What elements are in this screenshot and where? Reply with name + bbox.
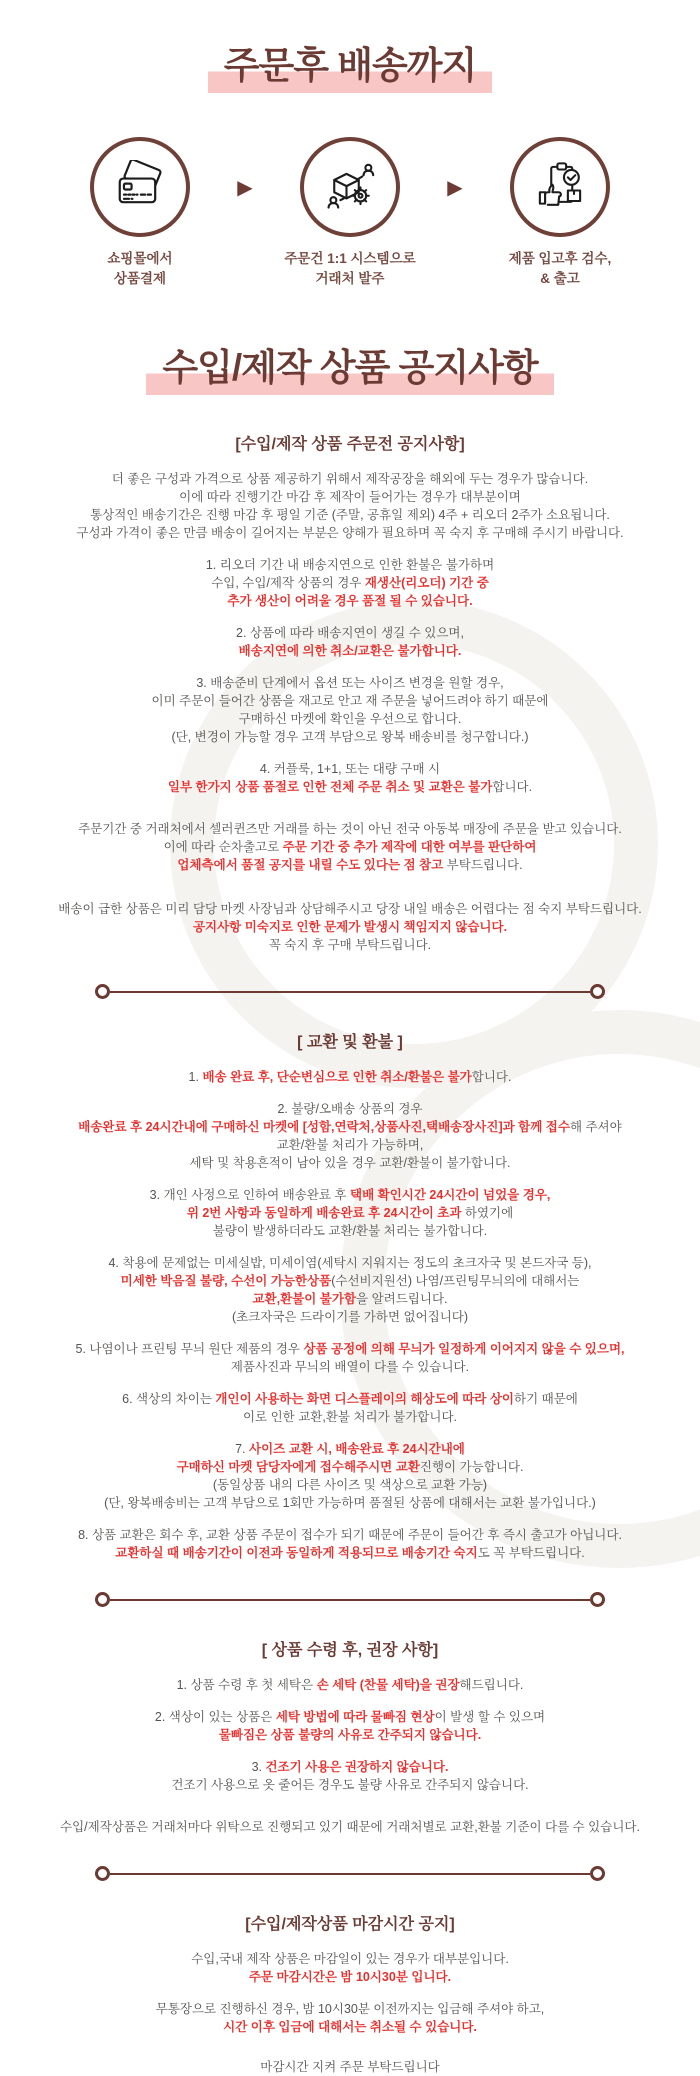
section-divider — [95, 984, 605, 999]
alert-red-text: 배송지연에 의한 취소/교환은 불가합니다. — [238, 644, 462, 659]
body-text: 제품사진과 무늬의 배열이 다를 수 있습니다. — [230, 1360, 470, 1375]
alert-red-text: 교환,환불이 불가함 — [252, 1292, 357, 1307]
notice-paragraph — [0, 2058, 700, 2076]
notice-paragraph — [0, 820, 700, 874]
divider-line — [110, 1873, 590, 1875]
step-label-line2: 상품결제 — [113, 270, 167, 286]
alert-red-text: 미세한 박음질 불량, 수선이 가능한상품 — [120, 1274, 332, 1289]
page-title-notice — [0, 348, 700, 395]
body-text: 5. 나염이나 프린팅 무늬 원단 제품의 경우 — [75, 1342, 304, 1357]
alert-red-text: 건조기 사용은 권장하지 않습니다. — [265, 1760, 449, 1775]
notice-paragraph — [0, 470, 700, 542]
divider-dot — [95, 984, 110, 999]
body-text: 이 발생 할 수 있으며 — [434, 1710, 546, 1725]
body-text: 불량이 발생하더라도 교환/환불 처리는 불가합니다. — [212, 1224, 488, 1239]
body-text: 4. 커플룩, 1+1, 또는 대량 구매 시 — [259, 762, 441, 777]
body-text: 합니다. — [492, 780, 533, 795]
body-text: 수입, 수입/제작 상품의 경우 — [211, 576, 365, 591]
body-text: 이로 인한 교환,환불 처리가 불가합니다. — [242, 1410, 458, 1425]
divider-dot — [95, 1592, 110, 1607]
section-divider — [95, 1592, 605, 1607]
body-text: (동일상품 내의 다른 사이즈 및 색상으로 교환 가능) — [212, 1478, 488, 1493]
body-text: 3. 배송준비 단계에서 옵션 또는 사이즈 변경을 원할 경우, — [196, 676, 504, 691]
section-divider — [95, 1866, 605, 1881]
body-text: 수입/제작상품은 거래처마다 위탁으로 진행되고 있기 때문에 거래처별로 교환,환불 기준이 다를 수 있습니다. — [60, 1820, 640, 1835]
body-text: 건조기 사용으로 옷 줄어든 경우도 불량 사유로 간주되지 않습니다. — [171, 1778, 529, 1793]
body-text: 1. — [188, 1070, 203, 1085]
body-text: 이에 따라 진행기간 마감 후 제작이 들어가는 경우가 대부분이며 — [179, 490, 521, 505]
body-text: (수선비지원선) 나염/프린팅무늬의에 대해서는 — [331, 1274, 580, 1289]
body-text: 3. — [251, 1760, 266, 1775]
notice-paragraph — [0, 1526, 700, 1562]
notice-sections — [0, 431, 700, 2076]
alert-red-text: 구매하신 마켓 담당자에게 접수해주시면 교환 — [176, 1460, 420, 1475]
body-text: 2. 상품에 따라 배송지연이 생길 수 있으며, — [236, 626, 464, 641]
alert-red-text: 일부 한가지 상품 품절로 인한 전체 주문 취소 및 교환은 불가 — [167, 780, 493, 795]
body-text: 부탁드립니다. — [443, 858, 523, 873]
body-text: 2. 불량/오배송 상품의 경우 — [277, 1102, 423, 1117]
notice-paragraph — [0, 1390, 700, 1426]
arrow-right-icon: ▶ — [447, 176, 463, 199]
body-text: 주문기간 중 거래처에서 셀러퀸즈만 거래를 하는 것이 아닌 전국 아동복 매장에 주문을 받고 있습니다. — [78, 822, 622, 837]
section-heading: [수입/제작 상품 주문전 공지사항] — [235, 436, 465, 454]
step-circle — [90, 137, 190, 237]
page-title-notice-text: 수입/제작 상품 공지사항 — [146, 348, 553, 395]
step-label-line1: 제품 입고후 검수, — [508, 250, 612, 266]
process-step-inspection — [475, 137, 645, 288]
notice-paragraph — [0, 1340, 700, 1376]
body-text: (초크자국은 드라이기를 가하면 없어집니다) — [231, 1310, 469, 1325]
body-text: 하였기에 — [461, 1206, 514, 1221]
notice-paragraph — [0, 2000, 700, 2036]
section-heading: [ 교환 및 환불 ] — [297, 1034, 403, 1052]
body-text: 통상적인 배송기간은 진행 마감 후 평일 기준 (주말, 공휴일 제외) 4주 + 리오더 2주가 소요됩니다. — [90, 508, 610, 523]
notice-paragraph — [0, 1758, 700, 1794]
body-text: 2. 색상이 있는 상품은 — [154, 1710, 276, 1725]
alert-red-text: 배송 완료 후, 단순변심으로 인한 취소/환불은 불가 — [202, 1070, 472, 1085]
body-text: 이에 따라 순차출고로 — [163, 840, 283, 855]
process-step-order-system — [265, 137, 435, 288]
body-text: 수입,국내 제작 상품은 마감일이 있는 경우가 대부분입니다. — [191, 1952, 509, 1967]
divider-line — [110, 1599, 590, 1601]
body-text: 구매하신 마켓에 확인을 우선으로 합니다. — [238, 712, 462, 727]
body-text: 더 좋은 구성과 가격으로 상품 제공하기 위해서 제작공장을 해외에 두는 경우가 많습니다. — [111, 472, 589, 487]
body-text: (단, 변경이 가능할 경우 고객 부담으로 왕복 배송비를 청구합니다.) — [171, 730, 529, 745]
body-text: 도 꼭 부탁드립니다. — [477, 1546, 585, 1561]
notice-paragraph — [0, 1100, 700, 1172]
body-text: 1. 상품 수령 후 첫 세탁은 — [176, 1678, 317, 1693]
alert-red-text: 주문 마감시간은 밤 10시30분 입니다. — [248, 1970, 452, 1985]
step-label-line2: 거래처 발주 — [315, 270, 385, 286]
alert-red-text: 업체측에서 품절 공지를 내릴 수도 있다는 점 참고 — [177, 858, 444, 873]
body-text: 하기 때문에 — [514, 1392, 578, 1407]
body-text: 1. 리오더 기간 내 배송지연으로 인한 환불은 불가하며 — [205, 558, 495, 573]
order-system-icon — [322, 159, 378, 215]
step-circle — [300, 137, 400, 237]
notice-paragraph — [0, 556, 700, 610]
body-text: 6. 색상의 차이는 — [122, 1392, 216, 1407]
alert-red-text: 상품 공정에 의해 무늬가 일정하게 이어지지 않을 수 있으며, — [303, 1342, 625, 1357]
step-circle — [510, 137, 610, 237]
body-text: 합니다. — [471, 1070, 512, 1085]
body-text: 진행이 가능합니다. — [419, 1460, 524, 1475]
alert-red-text: 공지사항 미숙지로 인한 문제가 발생시 책임지지 않습니다. — [192, 920, 508, 935]
divider-dot — [590, 1866, 605, 1881]
process-step-payment — [55, 137, 225, 288]
divider-dot — [95, 1866, 110, 1881]
body-text: 해 주셔야 — [569, 1120, 622, 1135]
alert-red-text: 교환하실 때 배송기간이 이전과 동일하게 적용되므로 배송기간 숙지 — [115, 1546, 478, 1561]
alert-red-text: 개인이 사용하는 화면 디스플레이의 해상도에 따라 상이 — [215, 1392, 514, 1407]
order-process-flow — [0, 137, 700, 288]
step-label-line1: 주문건 1:1 시스템으로 — [284, 250, 416, 266]
body-text: 무통장으로 진행하신 경우, 밤 10시30분 이전까지는 입금해 주셔야 하고, — [155, 2002, 545, 2017]
section-heading: [수입/제작상품 마감시간 공지] — [245, 1916, 455, 1934]
body-text: (단, 왕복배송비는 고객 부담으로 1회만 가능하며 품절된 상품에 대해서는 교환 불가입니다.) — [104, 1496, 596, 1511]
notice-paragraph — [0, 1676, 700, 1694]
divider-dot — [590, 984, 605, 999]
notice-paragraph — [0, 674, 700, 746]
page-title-delivery — [0, 0, 700, 93]
body-text: 마감시간 지켜 주문 부탁드립니다 — [260, 2060, 440, 2075]
alert-red-text: 추가 생산이 어려울 경우 품절 될 수 있습니다. — [227, 594, 473, 609]
alert-red-text: 배송완료 후 24시간내에 구매하신 마켓에 [성함,연락처,상품사진,택배송장사진]과 함께 접수 — [78, 1120, 570, 1135]
step-label-payment — [55, 249, 225, 288]
alert-red-text: 손 세탁 (찬물 세탁)을 권장 — [316, 1678, 460, 1693]
inspection-shipping-icon — [532, 159, 588, 215]
body-text: 을 알려드립니다. — [356, 1292, 448, 1307]
notice-paragraph — [0, 1708, 700, 1744]
step-label-inspection — [475, 249, 645, 288]
arrow-right-icon: ▶ — [237, 176, 253, 199]
alert-red-text: 위 2번 사항과 동일하게 배송완료 후 24시간이 초과 — [186, 1206, 462, 1221]
body-text: 세탁 및 착용흔적이 남아 있을 경우 교환/환불이 불가합니다. — [189, 1156, 511, 1171]
body-text: 3. 개인 사정으로 인하여 배송완료 후 — [149, 1188, 350, 1203]
step-label-order-system — [265, 249, 435, 288]
alert-red-text: 시간 이후 입금에 대해서는 취소될 수 있습니다. — [223, 2020, 477, 2035]
body-text: 해드립니다. — [459, 1678, 524, 1693]
notice-paragraph — [0, 1254, 700, 1326]
step-label-line2: & 출고 — [540, 270, 580, 286]
alert-red-text: 사이즈 교환 시, 배송완료 후 24시간내에 — [249, 1442, 465, 1457]
step-label-line1: 쇼핑몰에서 — [107, 250, 173, 266]
notice-paragraph — [0, 1950, 700, 1986]
alert-red-text: 재생산(리오더) 기간 중 — [364, 576, 489, 591]
body-text: 8. 상품 교환은 회수 후, 교환 상품 주문이 접수가 되기 때문에 주문이 들어간 후 즉시 출고가 아닙니다. — [78, 1528, 622, 1543]
alert-red-text: 세탁 방법에 따라 물빠짐 현상 — [275, 1710, 435, 1725]
body-text: 교환/환불 처리가 가능하며, — [276, 1138, 424, 1153]
body-text: 7. — [235, 1442, 250, 1457]
divider-line — [110, 991, 590, 993]
alert-red-text: 물빠짐은 상품 불량의 사유로 간주되지 않습니다. — [218, 1728, 482, 1743]
notice-paragraph — [0, 1440, 700, 1512]
alert-red-text: 택배 확인시간 24시간이 넘었을 경우, — [350, 1188, 551, 1203]
notice-paragraph — [0, 760, 700, 796]
section-heading: [ 상품 수령 후, 권장 사항] — [261, 1642, 439, 1660]
notice-paragraph — [0, 1186, 700, 1240]
page-title-delivery-text: 주문후 배송까지 — [208, 46, 492, 93]
notice-paragraph — [0, 1068, 700, 1086]
body-text: 구성과 가격이 좋은 만큼 배송이 길어지는 부분은 양해가 필요하며 꼭 숙지 후 구매해 주시기 바랍니다. — [76, 526, 624, 541]
credit-card-icon — [113, 160, 167, 214]
body-text: 꼭 숙지 후 구매 부탁드립니다. — [268, 938, 432, 953]
divider-dot — [590, 1592, 605, 1607]
notice-paragraph — [0, 1818, 700, 1836]
notice-paragraph — [0, 900, 700, 954]
body-text: 배송이 급한 상품은 미리 담당 마켓 사장님과 상담해주시고 당장 내일 배송은 어렵다는 점 숙지 부탁드립니다. — [58, 902, 642, 917]
body-text: 4. 착용에 문제없는 미세실밥, 미세이염(세탁시 지워지는 정도의 초크자국 및 본드자국 등), — [108, 1256, 592, 1271]
alert-red-text: 주문 기간 중 추가 제작에 대한 여부를 판단하여 — [282, 840, 537, 855]
body-text: 이미 주문이 들어간 상품을 재고로 안고 재 주문을 넣어드려야 하기 때문에 — [151, 694, 549, 709]
notice-paragraph — [0, 624, 700, 660]
